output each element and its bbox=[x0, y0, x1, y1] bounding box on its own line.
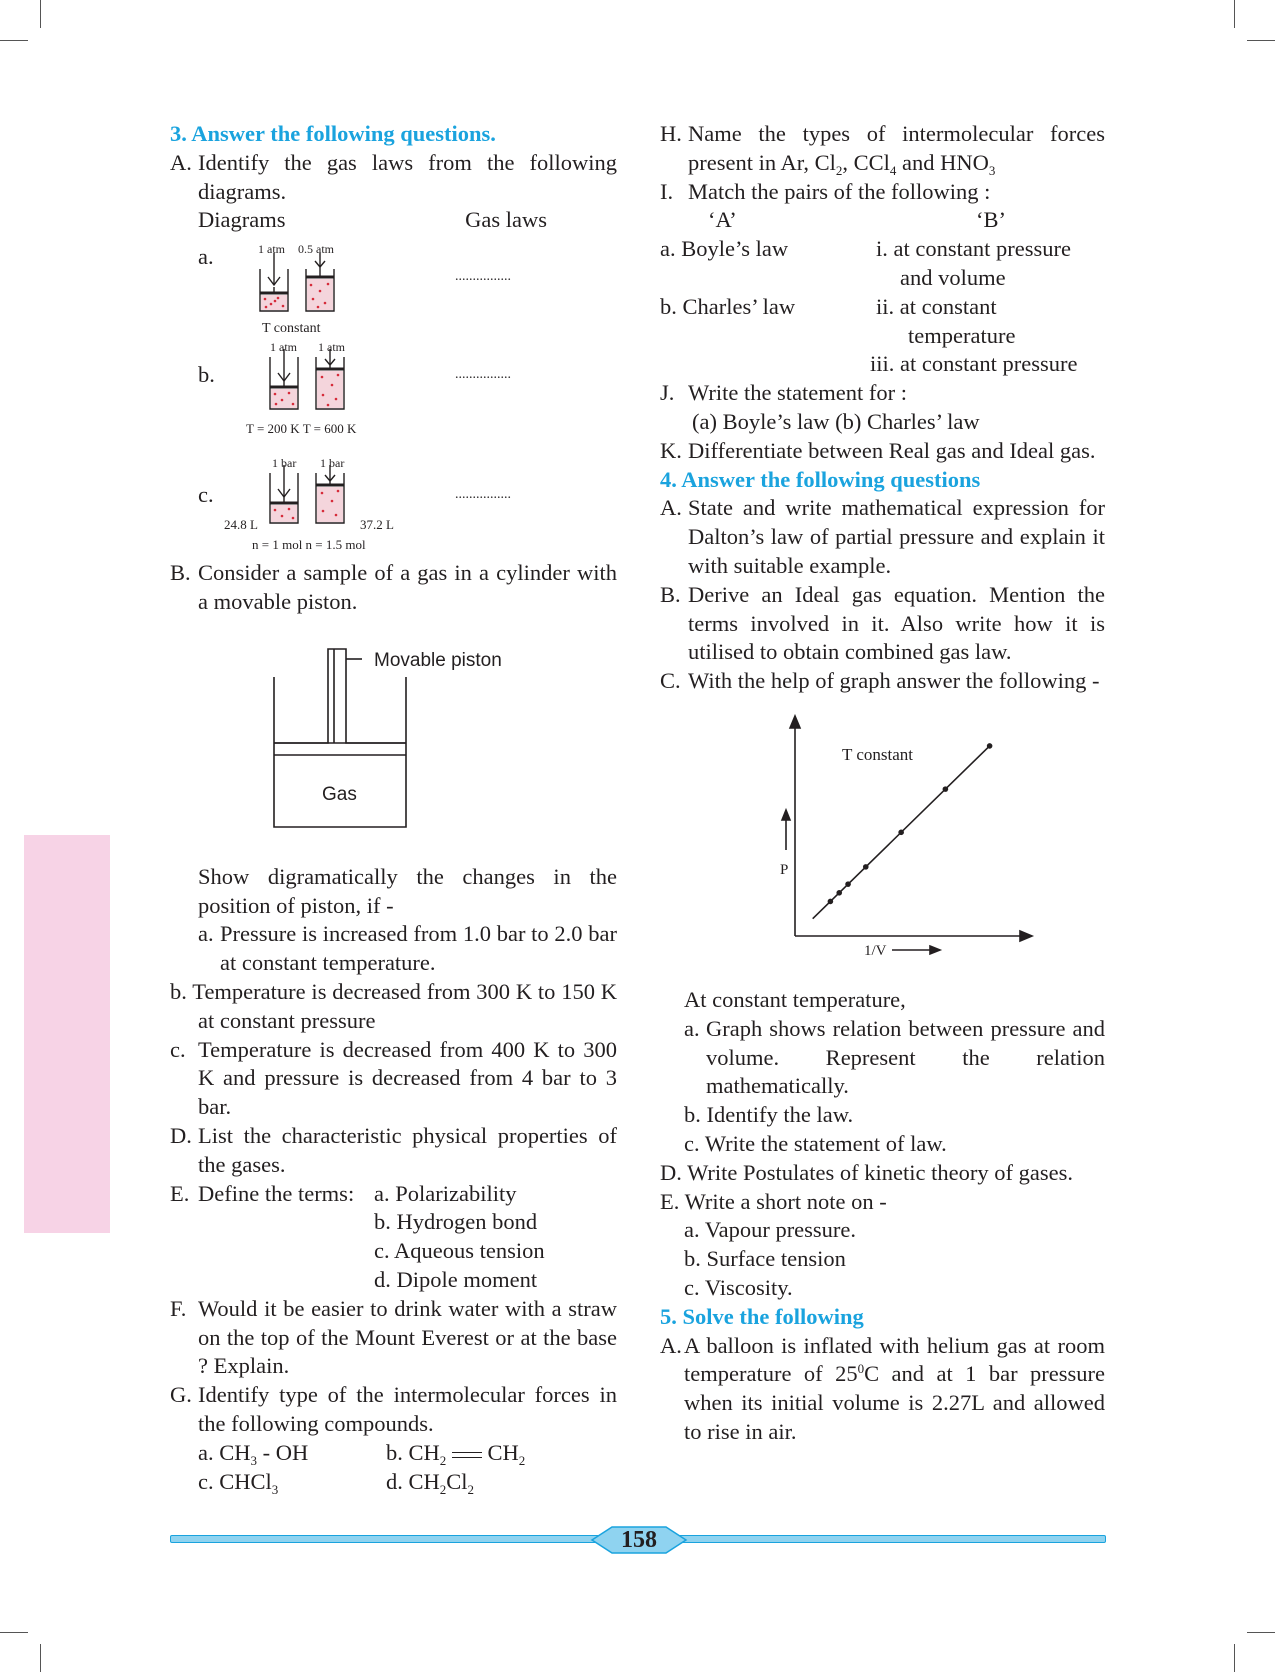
q-text: Consider a sample of a gas in a cylinder with a movable piston. bbox=[198, 560, 617, 614]
q-text: Match the pairs of the following : bbox=[688, 178, 991, 204]
piston-diagram bbox=[170, 617, 617, 857]
question-3g bbox=[170, 1381, 617, 1439]
question-3f bbox=[170, 1295, 617, 1381]
q-text: Identify the gas laws from the following diagrams. bbox=[198, 149, 617, 204]
question-4a bbox=[660, 494, 1105, 580]
pressure-label: 1 bar bbox=[320, 456, 345, 471]
row-label: b. bbox=[198, 362, 215, 388]
item-label: a. bbox=[198, 921, 214, 947]
condition-note: T constant bbox=[262, 321, 321, 337]
degree-sup: 0 bbox=[857, 1361, 865, 1377]
note-item: c. Viscosity. bbox=[684, 1274, 793, 1300]
p-arrow-head bbox=[782, 810, 790, 820]
crop-mark bbox=[0, 1632, 28, 1633]
question-3d bbox=[170, 1122, 617, 1180]
item-text: Temperature is decreased from 400 K to 300 K and pressure is decreased from 4 bar to 3 bar. bbox=[198, 1036, 617, 1120]
show-item-c bbox=[170, 1036, 617, 1122]
item-text: Graph shows relation between pressure and volume. Represent the relation mathematically. bbox=[706, 1015, 1105, 1099]
compounds-row-2 bbox=[170, 1468, 617, 1497]
question-3i bbox=[660, 178, 1105, 207]
cylinders-diagram-b bbox=[262, 347, 352, 411]
diagrams-header bbox=[170, 206, 617, 235]
match-a: a. Boyle’s law bbox=[660, 236, 789, 262]
q-label: I. bbox=[660, 178, 674, 204]
volume-label: 24.8 L bbox=[224, 517, 258, 533]
match-i: i. at constant pressure bbox=[876, 236, 1071, 262]
question-3b bbox=[170, 559, 617, 617]
q-text-2: C and at 1 bar pressure when its initial volume is 2.27L and allowed to rise in air. bbox=[684, 1361, 1105, 1444]
left-column bbox=[170, 120, 617, 1496]
data-point bbox=[863, 864, 869, 870]
question-4e: E. Write a short note on - bbox=[660, 1188, 887, 1214]
q-text: Write the statement for : bbox=[688, 380, 908, 406]
match-i-cont: and volume bbox=[900, 265, 1006, 291]
q-text: Would it be easier to drink water with a straw on the top of the Mount Everest or at the base ? Explain. bbox=[198, 1295, 617, 1379]
footer-rule-left bbox=[170, 1535, 610, 1543]
question-3h bbox=[660, 120, 1105, 178]
answer-blank: ................ bbox=[455, 487, 511, 503]
pressure-label: 1 atm bbox=[318, 340, 345, 355]
q-text: List the characteristic physical properties of the gases. bbox=[198, 1122, 617, 1177]
question-3j-sub: (a) Boyle’s law (b) Charles’ law bbox=[692, 408, 980, 434]
data-point bbox=[845, 881, 851, 887]
term-item: b. Hydrogen bond bbox=[374, 1209, 538, 1235]
q-label: E. bbox=[170, 1180, 190, 1206]
double-bond bbox=[452, 1452, 482, 1458]
q-text: Identify type of the intermolecular forces in the following compounds. bbox=[198, 1382, 617, 1436]
q-label: G. bbox=[170, 1382, 192, 1408]
question-3k bbox=[660, 437, 1105, 466]
item-label: c. bbox=[170, 1036, 186, 1062]
question-4b bbox=[660, 581, 1105, 667]
const-temp-b: b. Identify the law. bbox=[684, 1102, 854, 1128]
q-text-line: present in Ar, $Cl_2$, CCl$_4$ and $HNO_3$ bbox=[688, 149, 996, 178]
pressure-label: 1 atm bbox=[270, 340, 297, 355]
q-text: Differentiate between Real gas and Ideal gas. bbox=[688, 437, 1096, 463]
pressure-label: 0.5 atm bbox=[298, 242, 334, 257]
y-axis-arrow bbox=[790, 716, 800, 728]
answer-blank: ................ bbox=[455, 367, 511, 383]
piston-label: Movable piston bbox=[374, 649, 502, 671]
item-label: a. bbox=[684, 1015, 700, 1041]
q-text: State and write mathematical expression for Dalton’s law of partial pressure and explain it with suitable example. bbox=[688, 495, 1105, 578]
term-item: d. Dipole moment bbox=[374, 1266, 538, 1292]
q-label: C. bbox=[660, 668, 681, 694]
x-axis-arrow bbox=[1020, 931, 1032, 941]
q-text: With the help of graph answer the following - bbox=[688, 668, 1100, 694]
cylinders-diagram-c bbox=[262, 463, 352, 527]
gaslaws-head: Gas laws bbox=[465, 207, 547, 233]
row-label: c. bbox=[198, 482, 214, 508]
question-5a bbox=[660, 1332, 1105, 1447]
q-label: H. bbox=[660, 121, 682, 146]
q-label: F. bbox=[170, 1295, 187, 1321]
gas-label: Gas bbox=[322, 783, 357, 805]
q-text: Define the terms: bbox=[198, 1180, 355, 1206]
item-text: Pressure is increased from 1.0 bar to 2.0 bar at constant temperature. bbox=[220, 921, 617, 976]
const-temp-c: c. Write the statement of law. bbox=[684, 1130, 947, 1156]
note-item: b. Surface tension bbox=[684, 1246, 846, 1272]
data-point bbox=[836, 890, 842, 896]
graph-title: T constant bbox=[842, 744, 913, 764]
question-3a bbox=[170, 149, 617, 207]
gas-law-diagrams bbox=[170, 235, 617, 551]
page-number: 158 bbox=[621, 1527, 657, 1553]
note-item: a. Vapour pressure. bbox=[684, 1217, 857, 1243]
footer-rule-right bbox=[668, 1535, 1106, 1543]
condition-note: T = 200 K T = 600 K bbox=[246, 421, 357, 437]
cylinders-diagram-a bbox=[252, 249, 342, 313]
pressure-label: 1 atm bbox=[258, 242, 285, 257]
const-temp-a bbox=[660, 1015, 1105, 1101]
crop-mark bbox=[0, 40, 28, 41]
crop-mark bbox=[1234, 1644, 1235, 1672]
section-5-heading: 5. Solve the following bbox=[660, 1303, 864, 1329]
crop-mark bbox=[1247, 40, 1275, 41]
col-a-head: ‘A’ bbox=[708, 207, 737, 233]
moles-label: n = 1 mol n = 1.5 mol bbox=[252, 537, 366, 553]
compound-b: b. $CH_2$ $CH_2$ bbox=[386, 1439, 526, 1468]
q-label: K. bbox=[660, 437, 682, 463]
crop-mark bbox=[40, 0, 41, 28]
volume-label: 37.2 L bbox=[360, 517, 394, 533]
row-label: a. bbox=[198, 244, 214, 270]
match-table bbox=[660, 206, 1105, 350]
data-point bbox=[943, 786, 949, 792]
data-point bbox=[987, 743, 993, 749]
question-3e bbox=[170, 1180, 617, 1295]
section-3-heading: 3. Answer the following questions. bbox=[170, 121, 496, 146]
q-label: D. bbox=[170, 1122, 192, 1148]
crop-mark bbox=[1234, 0, 1235, 28]
side-tab bbox=[24, 835, 110, 1233]
match-ii: ii. at constant bbox=[876, 294, 997, 320]
compound-a: a. $CH_3$ - OH bbox=[198, 1439, 309, 1468]
x-label: 1/V bbox=[864, 942, 887, 959]
q-label: J. bbox=[660, 380, 675, 406]
pressure-label: 1 bar bbox=[272, 456, 297, 471]
compounds-row-1 bbox=[170, 1439, 617, 1468]
pv-graph bbox=[660, 696, 1105, 986]
crop-mark bbox=[1247, 1632, 1275, 1633]
q-label: A. bbox=[170, 149, 192, 175]
y-label: P bbox=[780, 861, 789, 878]
q-label: B. bbox=[660, 581, 681, 607]
v-arrow-head bbox=[930, 946, 940, 954]
q-label: A. bbox=[660, 495, 682, 521]
q-label: B. bbox=[170, 560, 191, 586]
q-text-1: A balloon is inflated with helium gas at room temperature of 25 bbox=[684, 1332, 1105, 1387]
const-temp-text: At constant temperature, bbox=[684, 986, 906, 1012]
answer-blank: ................ bbox=[455, 269, 511, 285]
match-ii-cont: temperature bbox=[908, 323, 1016, 349]
compound-c: c. CHCl$_3$ bbox=[198, 1468, 279, 1497]
show-item-b: b. Temperature is decreased from 300 K to 150 K at constant pressure bbox=[170, 978, 617, 1033]
show-text: Show digramatically the changes in the position of piston, if - bbox=[198, 863, 617, 918]
crop-mark bbox=[40, 1644, 41, 1672]
data-point bbox=[898, 829, 904, 835]
section-4-heading: 4. Answer the following questions bbox=[660, 466, 981, 492]
q-label: A. bbox=[660, 1332, 682, 1358]
show-item-a bbox=[170, 920, 617, 978]
match-b: b. Charles’ law bbox=[660, 294, 796, 320]
compound-d: d. $CH_2Cl_2$ bbox=[386, 1468, 475, 1497]
q-text: Derive an Ideal gas equation. Mention the terms involved in it. Also write how it is utilised to obtain combined gas law. bbox=[688, 581, 1105, 665]
col-b-head: ‘B’ bbox=[976, 207, 1006, 233]
diagrams-head: Diagrams bbox=[198, 207, 286, 233]
question-3j bbox=[660, 379, 1105, 408]
data-point bbox=[828, 899, 834, 905]
pv-chart bbox=[760, 714, 1040, 964]
q-text-line: Name the types of intermolecular forces bbox=[688, 121, 1105, 146]
right-column bbox=[660, 120, 1105, 1447]
term-item: a. Polarizability bbox=[374, 1180, 517, 1206]
term-item: c. Aqueous tension bbox=[374, 1238, 545, 1264]
terms-list bbox=[374, 1180, 545, 1295]
match-iii: iii. at constant pressure bbox=[870, 351, 1078, 377]
question-4c bbox=[660, 667, 1105, 696]
question-4d: D. Write Postulates of kinetic theory of gases. bbox=[660, 1159, 1073, 1185]
